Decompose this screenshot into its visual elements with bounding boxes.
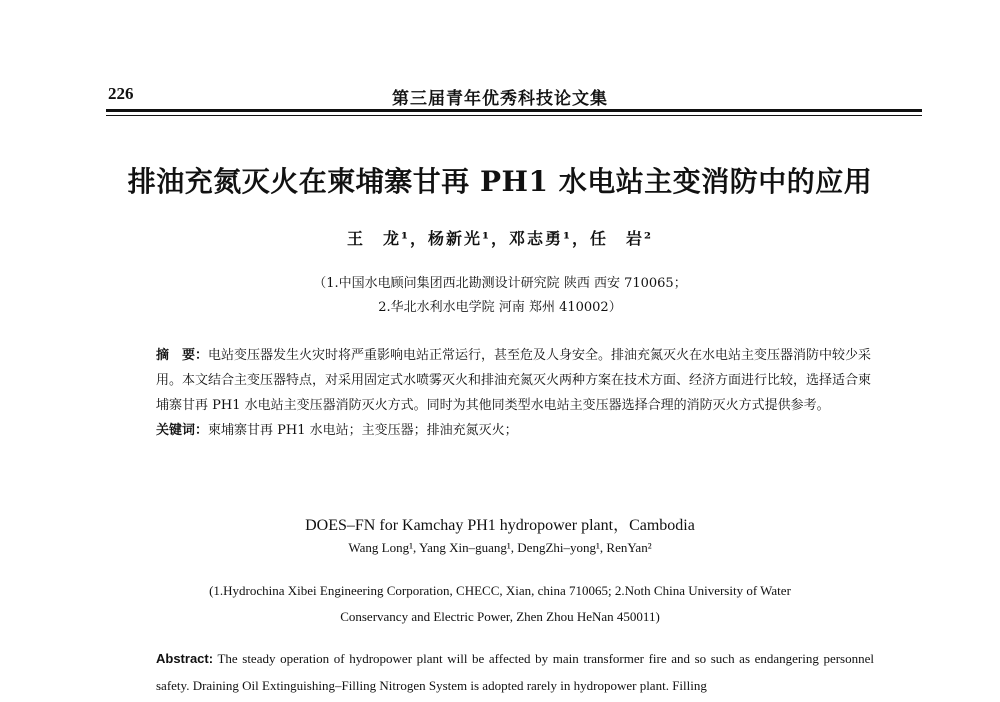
running-header: 第三届青年优秀科技论文集 xyxy=(392,89,608,109)
english-affiliation-line: Conservancy and Electric Power, Zhen Zhou HeNan 450011) xyxy=(340,609,660,624)
english-affiliations xyxy=(140,578,860,630)
authors-cn: 王 龙¹，杨新光¹，邓志勇¹，任 岩² xyxy=(346,229,654,248)
abstract-cn-paragraph xyxy=(156,343,874,418)
english-abstract-text: The steady operation of hydropower plant will be affected by main transformer fire and so such as endangering personnel safety. Draining Oil Extinguishing–Filling Nitrogen System is adopted rarely in hydropower plant. Filling xyxy=(156,651,875,693)
english-abstract xyxy=(156,645,874,699)
english-authors: Wang Long¹, Yang Xin–guang¹, DengZhi–yong¹, RenYan² xyxy=(348,540,652,555)
page-number: 226 xyxy=(108,84,134,103)
abstract-cn-label: 摘 要： xyxy=(156,348,209,363)
keywords-cn-paragraph xyxy=(156,418,874,443)
paper-title: 排油充氮灭火在柬埔寨甘再 PH1 水电站主变消防中的应用 xyxy=(127,165,873,198)
keywords-cn-text: 柬埔寨甘再 PH1 水电站；主变压器；排油充氮灭火； xyxy=(208,423,518,438)
english-title: DOES–FN for Kamchay PH1 hydropower plant，Cambodia xyxy=(305,517,695,534)
affiliation-cn-line: 2.华北水利水电学院 河南 郑州 410002） xyxy=(378,300,622,315)
abstract-cn-text: 电站变压器发生火灾时将严重影响电站正常运行，甚至危及人身安全。排油充氮灭火在水电站主变压器消防中较少采用。本文结合主变压器特点，对采用固定式水喷雾灭火和排油充氮灭火两种方案在技术方面、经济方面进行比较，选择适合柬埔寨甘再 PH1 水电站主变压器消防灭火方式。同时为其他同类型水电站主变压器选择合理的消防灭火方式提供参考。 xyxy=(156,348,872,413)
abstract-cn xyxy=(156,343,874,443)
header-rule-thick xyxy=(106,109,922,112)
affiliations-cn xyxy=(200,272,800,320)
affiliation-cn-line: （1.中国水电顾问集团西北勘测设计研究院 陕西 西安 710065； xyxy=(313,276,687,291)
keywords-cn-label: 关键词： xyxy=(156,423,209,438)
english-affiliation-line: (1.Hydrochina Xibei Engineering Corporation, CHECC, Xian, china 710065; 2.Noth China University of Water xyxy=(209,583,791,598)
header-rule-thin xyxy=(106,115,922,116)
english-abstract-label: Abstract: xyxy=(156,651,214,666)
